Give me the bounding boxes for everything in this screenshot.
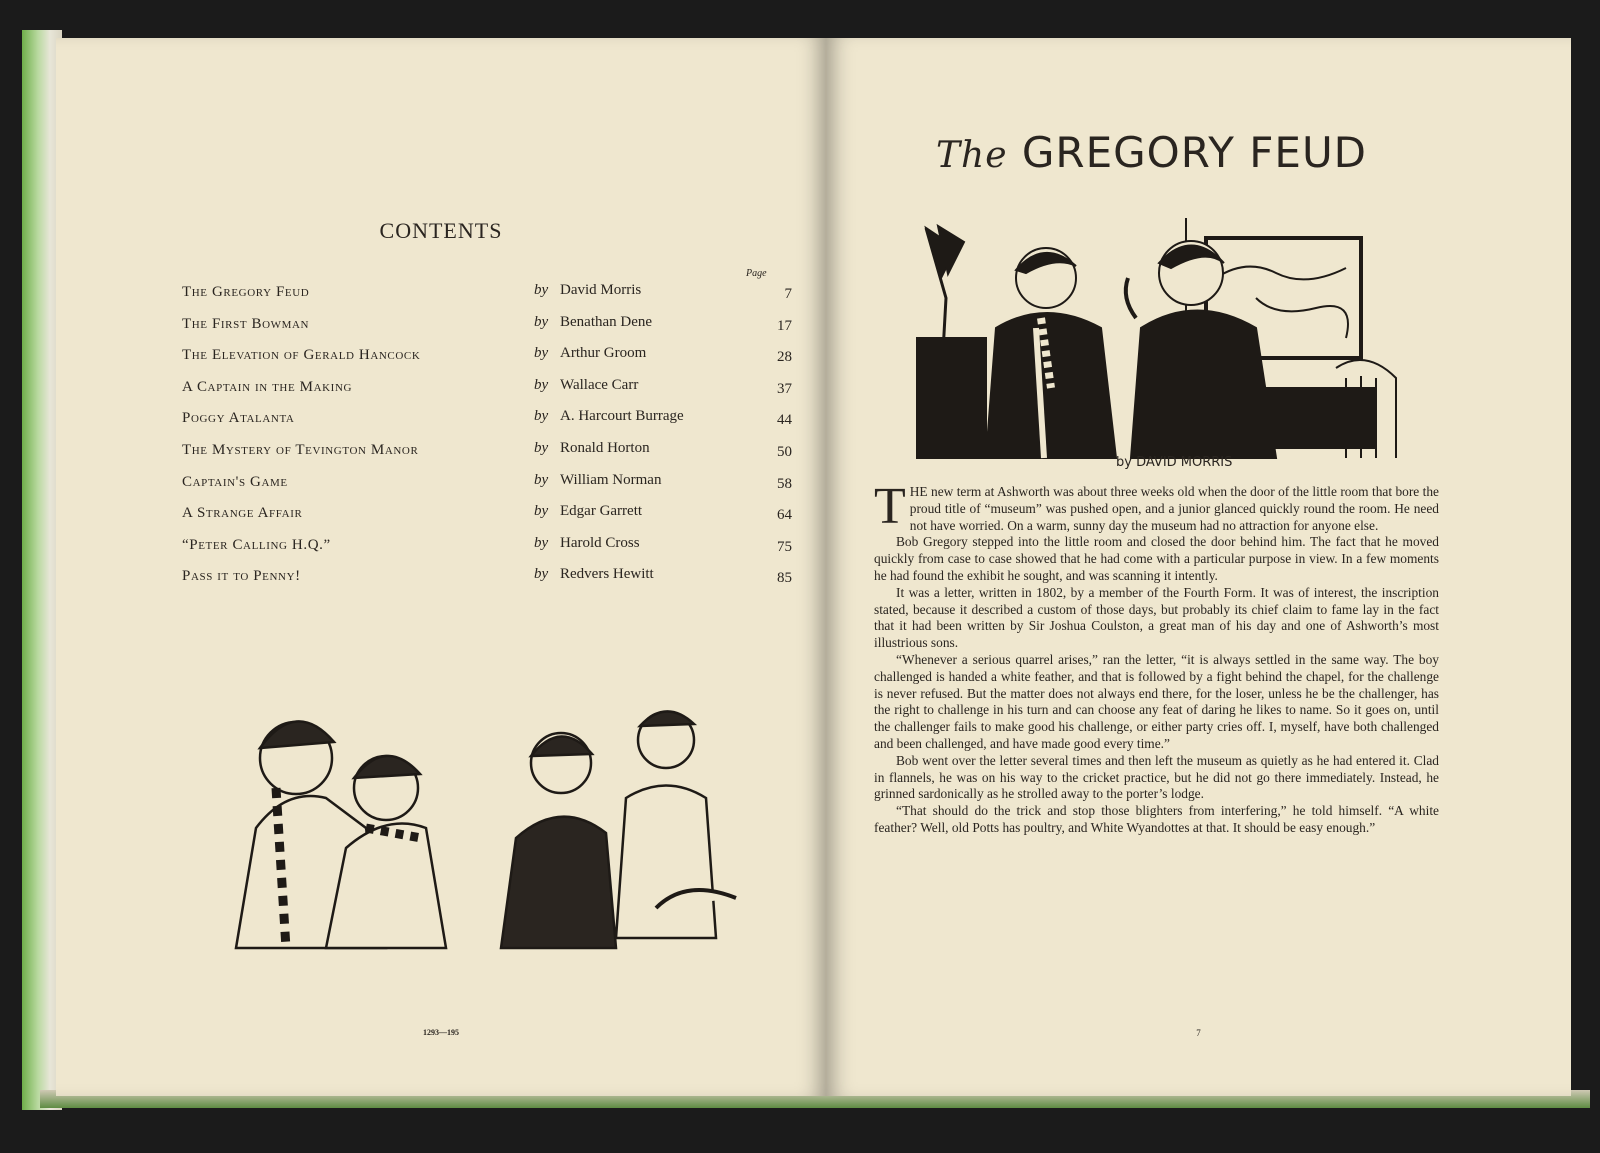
contents-entry bbox=[182, 337, 792, 369]
entry-by: by bbox=[534, 439, 549, 456]
contents-entry bbox=[182, 369, 792, 401]
story-paragraph: Bob went over the letter several times and then left the museum as quietly as he had entered it. Clad in flannels, he was on his way to the cricket practice, but he did not go there immediately. Instead, he grinned sardonically as he strolled away to the porter’s lodge. bbox=[874, 752, 1439, 802]
entry-by: by bbox=[534, 534, 549, 551]
contents-entry bbox=[182, 400, 792, 432]
entry-page: 44 bbox=[777, 412, 792, 429]
entry-title: Pass it to Penny! bbox=[182, 568, 301, 585]
entry-author: Redvers Hewitt bbox=[560, 566, 654, 583]
entry-author: Arthur Groom bbox=[560, 345, 647, 362]
entry-title: The Mystery of Tevington Manor bbox=[182, 441, 419, 458]
story-body bbox=[874, 478, 1439, 837]
entry-author: Edgar Garrett bbox=[560, 503, 643, 520]
entry-page: 28 bbox=[777, 349, 792, 366]
contents-entry bbox=[182, 432, 792, 464]
entry-page: 37 bbox=[777, 380, 792, 397]
entry-page: 7 bbox=[784, 286, 792, 302]
page-number: 7 bbox=[1196, 1028, 1201, 1038]
entry-title: A Strange Affair bbox=[182, 505, 303, 522]
story-title-prefix: The bbox=[936, 135, 1008, 176]
entry-by: by bbox=[534, 282, 549, 298]
entry-author: David Morris bbox=[560, 282, 642, 298]
story-paragraph: Bob Gregory stepped into the little room and closed the door behind him. The fact that he moved quickly from case to case showed that he had come with a particular purpose in view. In a few moments he had found the exhibit he sought, and was scanning it intently. bbox=[874, 534, 1439, 583]
story-paragraph bbox=[874, 478, 1439, 535]
story-illustration bbox=[916, 218, 1406, 468]
entry-page: 17 bbox=[777, 317, 792, 334]
story-page bbox=[826, 38, 1571, 1096]
contents-entry bbox=[182, 495, 792, 527]
entry-title: The First Bowman bbox=[182, 315, 310, 332]
story-paragraph: It was a letter, written in 1802, by a member of the Fourth Form. It was of interest, the inscription stated, because it described a custom of those days, but probably its chief claim to fame lay in the fact that it had been written by Sir Joshua Coulston, a great man of his day and one of Ashworth’s most illustrious sons. bbox=[874, 584, 1439, 651]
boys-illustration bbox=[216, 678, 776, 958]
entry-by: by bbox=[534, 503, 549, 520]
entry-title: The Elevation of Gerald Hancock bbox=[182, 347, 421, 364]
page-column-label: Page bbox=[746, 268, 767, 279]
drop-cap: T bbox=[874, 478, 906, 535]
entry-title: Poggy Atalanta bbox=[182, 410, 295, 427]
contents-entry bbox=[182, 274, 792, 306]
story-title bbox=[936, 128, 1367, 177]
story-paragraph: “Whenever a serious quarrel arises,” ran the letter, “it is always settled in the same way. The boy challenged is handed a white feather, and that is followed by a fight behind the chapel, for the challenge is never refused. But the matter does not always end there, for the loser, unless he be the challenger, has the right to challenge in his turn and can choose any feat of daring he likes to name. So it goes on, until the challenger fails to make good his challenge, or either party cries off. I, myself, have both challenged and been challenged, and have made good every time.” bbox=[874, 651, 1439, 751]
story-title-main: GREGORY FEUD bbox=[1021, 128, 1368, 177]
entry-by: by bbox=[534, 566, 549, 583]
story-paragraph-text: HE new term at Ashworth was about three weeks old when the door of the little room that bore the proud title of “museum” was pushed open, and a junior glanced quickly round the room. He need not have worried. On a warm, sunny day the museum had no attraction for anyone else. bbox=[909, 484, 1439, 533]
entry-page: 75 bbox=[777, 538, 792, 555]
entry-author: Benathan Dene bbox=[560, 313, 653, 330]
entry-by: by bbox=[534, 408, 549, 425]
entry-title: “Peter Calling H.Q.” bbox=[182, 536, 331, 553]
contents-entry bbox=[182, 464, 792, 496]
contents-entry bbox=[182, 306, 792, 338]
entry-author: A. Harcourt Burrage bbox=[560, 408, 684, 425]
story-byline: by DAVID MORRIS bbox=[1116, 455, 1233, 470]
entry-by: by bbox=[534, 471, 549, 488]
contents-page bbox=[56, 38, 826, 1096]
contents-list bbox=[182, 274, 792, 590]
entry-page: 58 bbox=[777, 475, 792, 492]
entry-title: A Captain in the Making bbox=[182, 378, 353, 395]
entry-title: The Gregory Feud bbox=[182, 284, 310, 300]
entry-author: Harold Cross bbox=[560, 534, 640, 551]
contents-heading: CONTENTS bbox=[379, 218, 503, 243]
entry-page: 64 bbox=[777, 507, 792, 524]
printer-code: 1293—195 bbox=[423, 1028, 459, 1037]
entry-author: William Norman bbox=[560, 471, 662, 488]
entry-by: by bbox=[534, 313, 549, 330]
entry-page: 50 bbox=[777, 443, 792, 460]
story-paragraph: “That should do the trick and stop those blighters from interfering,” he told himself. “A white feather? Well, old Potts has poultry, and White Wyandottes at that. It should be easy enough.” bbox=[874, 803, 1439, 835]
contents-entry bbox=[182, 527, 792, 559]
contents-entry bbox=[182, 558, 792, 590]
entry-author: Ronald Horton bbox=[560, 439, 650, 456]
entry-page: 85 bbox=[777, 570, 792, 587]
entry-author: Wallace Carr bbox=[560, 376, 639, 393]
entry-title: Captain's Game bbox=[182, 473, 288, 490]
entry-by: by bbox=[534, 376, 549, 393]
entry-by: by bbox=[534, 345, 549, 362]
